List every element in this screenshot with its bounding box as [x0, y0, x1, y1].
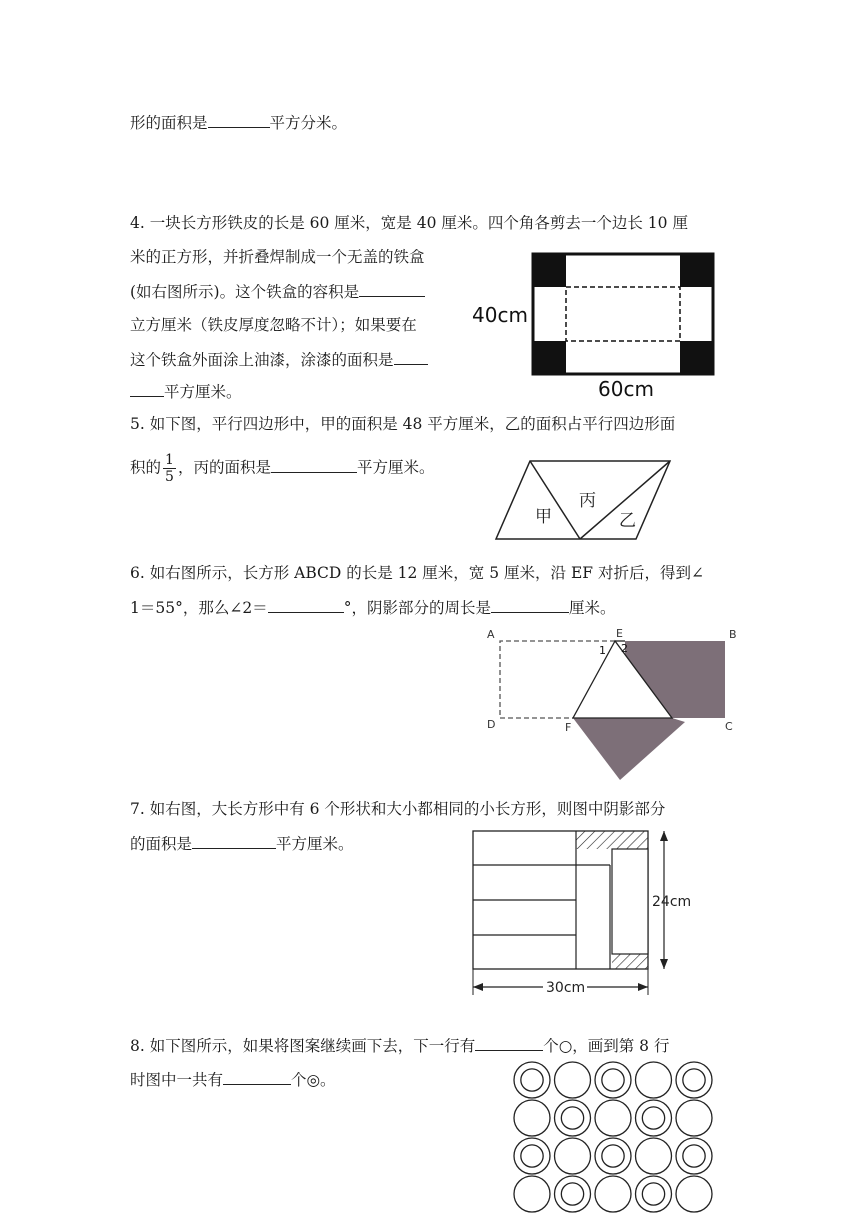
- double-circle: [636, 1176, 672, 1212]
- double-circle: [636, 1100, 672, 1136]
- answer-blank[interactable]: [475, 1034, 543, 1051]
- inner-circle: [602, 1069, 624, 1091]
- inner-circle: [602, 1145, 624, 1167]
- answer-blank[interactable]: [130, 380, 164, 397]
- label-F: F: [565, 721, 572, 734]
- inner-circle: [683, 1145, 705, 1167]
- shaded-strip-top: [576, 831, 648, 849]
- inner-circle: [521, 1145, 543, 1167]
- angle-2-label: 2: [621, 642, 628, 655]
- q8-line2-tail: 个◎。: [291, 1071, 336, 1089]
- double-circle: [514, 1138, 550, 1174]
- q3-tail: [130, 111, 347, 134]
- q7-line2: [130, 832, 354, 855]
- q8-line1-tail: 个○，画到第 8 行: [543, 1037, 670, 1055]
- single-circle: [636, 1062, 672, 1098]
- inner-circle: [561, 1183, 583, 1205]
- q5-line2-unit: 平方厘米。: [356, 458, 435, 477]
- single-circle: [514, 1100, 550, 1136]
- angle-1-label: 1: [599, 644, 606, 657]
- q6-line1: 6. 如右图所示，长方形 ABCD 的长是 12 厘米，宽 5 厘米，沿 EF 对折后，得到∠: [130, 564, 704, 582]
- inner-circle: [642, 1183, 664, 1205]
- inner-small-rect: [612, 849, 648, 954]
- double-circle: [595, 1138, 631, 1174]
- q5-figure: [490, 455, 680, 545]
- width-label: 40cm: [472, 303, 528, 327]
- answer-blank[interactable]: [268, 596, 344, 613]
- q6-figure: [485, 625, 745, 785]
- label-C: C: [725, 720, 733, 733]
- length-label: 60cm: [598, 377, 654, 401]
- single-circle: [555, 1062, 591, 1098]
- q8-line1-text: 8. 如下图所示，如果将图案继续画下去，下一行有: [130, 1037, 476, 1055]
- q4-line3: [130, 280, 425, 303]
- q8-line2: [130, 1068, 336, 1091]
- q5-line2-text: 积的: [130, 458, 162, 477]
- q5-line1: 5. 如下图，平行四边形中，甲的面积是 48 平方厘米，乙的面积占平行四边形面: [130, 415, 676, 433]
- arrow-down: [660, 959, 668, 969]
- answer-blank[interactable]: [359, 280, 425, 297]
- double-circle: [676, 1062, 712, 1098]
- single-circle: [676, 1100, 712, 1136]
- q3-tail-text: 形的面积是: [130, 114, 208, 132]
- q6-line2: [130, 596, 615, 619]
- answer-blank[interactable]: [491, 596, 569, 613]
- q4-line6-text: 平方厘米。: [164, 383, 242, 401]
- inner-circle: [561, 1107, 583, 1129]
- q6-line2-unit: 厘米。: [568, 599, 616, 617]
- label-A: A: [487, 628, 495, 641]
- double-circle: [676, 1138, 712, 1174]
- single-circle: [595, 1176, 631, 1212]
- q5-line2-mid: ，丙的面积是: [177, 458, 271, 477]
- fraction-numerator: 1: [165, 452, 174, 468]
- q7-line2-unit: 平方厘米。: [276, 835, 354, 853]
- q4-line4: 立方厘米（铁皮厚度忽略不计）；如果要在: [130, 316, 417, 334]
- q8-line1: [130, 1034, 669, 1057]
- region-bing-label: 丙: [579, 491, 596, 511]
- q4-line3-text: (如右图所示)。这个铁盒的容积是: [130, 283, 360, 301]
- shaded-strip-bottom: [612, 954, 648, 969]
- inner-circle: [521, 1069, 543, 1091]
- answer-blank[interactable]: [271, 456, 357, 473]
- q6-line2-text: 1＝55°，那么∠2＝: [130, 599, 268, 617]
- arrow-left: [473, 983, 483, 991]
- q7-line1: 7. 如右图，大长方形中有 6 个形状和大小都相同的小长方形，则图中阴影部分: [130, 800, 666, 818]
- q3-unit: 平方分米。: [269, 114, 348, 132]
- arrow-right: [638, 983, 648, 991]
- inner-circle: [642, 1107, 664, 1129]
- arrow-up: [660, 831, 668, 841]
- corner-square: [680, 341, 713, 374]
- double-circle: [595, 1062, 631, 1098]
- q4-line1: 4. 一块长方形铁皮的长是 60 厘米，宽是 40 厘米。四个角各剪去一个边长 10 厘: [130, 214, 688, 232]
- height-label: 24cm: [652, 894, 692, 910]
- region-jia-label: 甲: [535, 507, 552, 527]
- q4-line5: [130, 348, 428, 371]
- region-yi-label: 乙: [619, 511, 636, 531]
- corner-square: [533, 254, 566, 287]
- width-label: 30cm: [546, 980, 586, 996]
- corner-square: [533, 341, 566, 374]
- divider-line: [530, 461, 580, 539]
- single-circle: [676, 1176, 712, 1212]
- single-circle: [514, 1176, 550, 1212]
- corner-square: [680, 254, 713, 287]
- answer-blank[interactable]: [192, 832, 276, 849]
- answer-blank[interactable]: [223, 1068, 291, 1085]
- q6-line2-mid: °，阴影部分的周长是: [343, 599, 491, 617]
- inner-circle: [683, 1069, 705, 1091]
- single-circle: [595, 1100, 631, 1136]
- q7-figure: [465, 822, 705, 1004]
- q4-line6: [130, 380, 242, 403]
- label-E: E: [616, 627, 623, 640]
- label-D: D: [487, 718, 496, 731]
- single-circle: [555, 1138, 591, 1174]
- double-circle: [514, 1062, 550, 1098]
- q4-line5-text: 这个铁盒外面涂上油漆，涂漆的面积是: [130, 351, 394, 369]
- fraction: [163, 452, 176, 485]
- q7-line2-text: 的面积是: [130, 835, 193, 853]
- label-B: B: [729, 628, 737, 641]
- double-circle: [555, 1176, 591, 1212]
- shaded-flap: [573, 718, 685, 780]
- answer-blank[interactable]: [208, 111, 270, 128]
- q5-line2: [130, 452, 434, 485]
- q4-figure: [470, 250, 720, 400]
- q4-line2: 米的正方形，并折叠焊制成一个无盖的铁盒: [130, 248, 425, 266]
- q8-line2-text: 时图中一共有: [130, 1071, 224, 1089]
- answer-blank[interactable]: [394, 348, 428, 365]
- q8-circle-grid: [510, 1060, 720, 1216]
- fraction-denominator: 5: [165, 469, 174, 485]
- double-circle: [555, 1100, 591, 1136]
- single-circle: [636, 1138, 672, 1174]
